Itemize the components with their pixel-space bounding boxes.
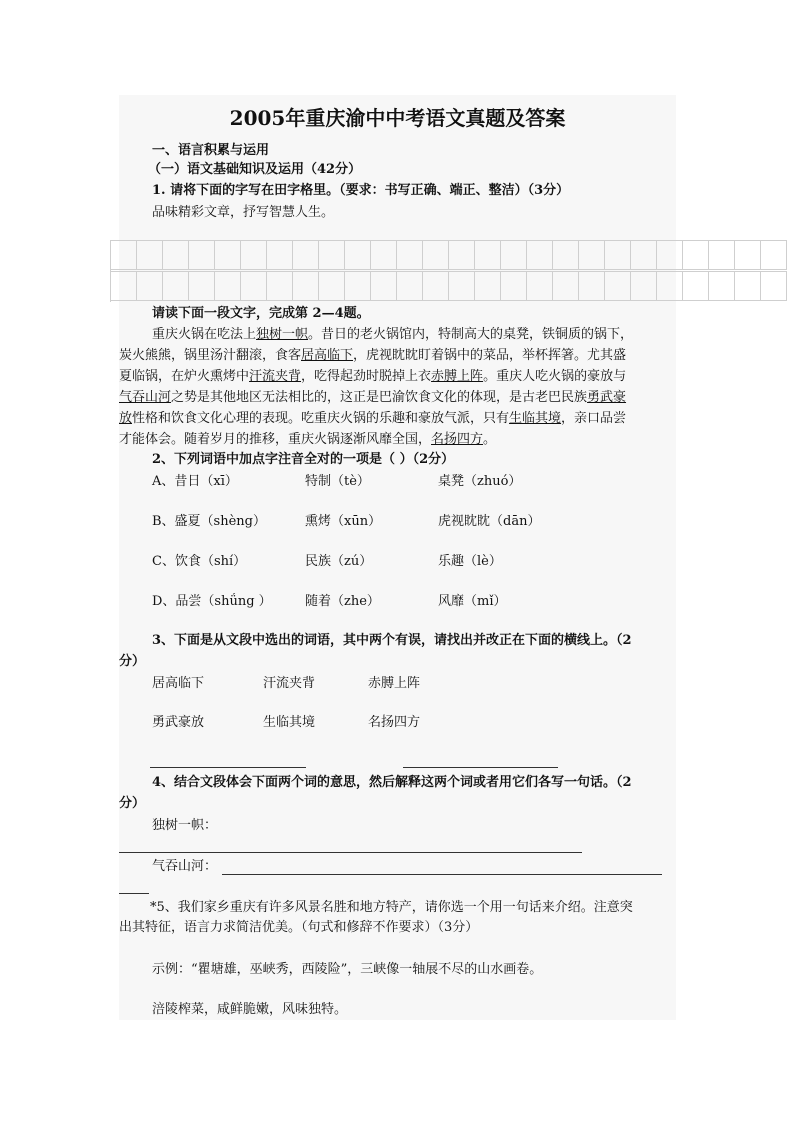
grid-cell[interactable] bbox=[631, 240, 657, 270]
grid-cell[interactable] bbox=[267, 240, 293, 270]
grid-cell[interactable] bbox=[111, 271, 137, 301]
grid-cell[interactable] bbox=[163, 240, 189, 270]
grid-cell[interactable] bbox=[579, 271, 605, 301]
option-c-item: 民族（zú） bbox=[305, 554, 373, 569]
passage-text: 。重庆人吃火锅的豪放与 bbox=[483, 369, 627, 384]
answer-blank-line[interactable] bbox=[150, 767, 306, 768]
question-4-prompt-cont: 分） bbox=[119, 796, 146, 811]
grid-cell[interactable] bbox=[423, 271, 449, 301]
underlined-word: 气吞山河 bbox=[119, 390, 172, 405]
passage-text: ，虎视眈眈盯着锅中的菜品，举杯挥箸。尤其盛 bbox=[353, 348, 627, 363]
grid-cell[interactable] bbox=[709, 240, 735, 270]
passage-text: 才能体会。随着岁月的推移，重庆火锅逐渐风靡全国， bbox=[119, 432, 432, 447]
subsection-heading: （一）语文基础知识及运用（42分） bbox=[148, 162, 362, 177]
question-5-prompt-cont: 出其特征，语言力求简洁优美。（句式和修辞不作要求）（3分） bbox=[119, 920, 479, 935]
section-heading: 一、语言积累与运用 bbox=[152, 143, 270, 158]
option-b-item: 熏烤（xūn） bbox=[305, 514, 382, 529]
passage-text: 性格和饮食文化心理的表现。吃重庆火锅的乐趣和豪放气派，只有 bbox=[132, 411, 510, 426]
grid-row bbox=[111, 271, 794, 301]
passage-intro: 请读下面一段文字，完成第 2—4题。 bbox=[152, 306, 370, 321]
q4-item-2: 气吞山河： bbox=[152, 859, 218, 874]
answer-line[interactable] bbox=[119, 852, 582, 853]
grid-cell[interactable] bbox=[111, 240, 137, 270]
question-1-text: 品味精彩文章，抒写智慧人生。 bbox=[152, 205, 335, 220]
question-4-prompt: 4、结合文段体会下面两个词的意思，然后解释这两个词或者用它们各写一句话。（2 bbox=[152, 775, 632, 790]
grid-cell[interactable] bbox=[163, 271, 189, 301]
example-sentence: 示例：“瞿塘雄，巫峡秀，西陵险”，三峡像一轴展不尽的山水画卷。 bbox=[152, 962, 543, 977]
grid-cell[interactable] bbox=[449, 271, 475, 301]
grid-cell[interactable] bbox=[475, 271, 501, 301]
question-5-prompt: *5、我们家乡重庆有许多风景名胜和地方特产，请你选一个用一句话来介绍。注意突 bbox=[150, 900, 633, 915]
grid-cell[interactable] bbox=[631, 271, 657, 301]
q3-word: 赤膊上阵 bbox=[368, 676, 421, 691]
grid-cell[interactable] bbox=[241, 271, 267, 301]
underlined-word: 汗流夹背 bbox=[249, 369, 302, 384]
q3-word: 名扬四方 bbox=[368, 715, 421, 730]
page-title: 2005年重庆渝中中考语文真题及答案 bbox=[229, 106, 566, 130]
grid-cell[interactable] bbox=[527, 240, 553, 270]
q4-item-1: 独树一帜： bbox=[152, 818, 218, 833]
grid-cell[interactable] bbox=[553, 240, 579, 270]
grid-cell[interactable] bbox=[371, 271, 397, 301]
passage-text: 重庆火锅在吃法上 bbox=[152, 327, 257, 342]
passage-line bbox=[119, 348, 626, 364]
grid-cell[interactable] bbox=[215, 240, 241, 270]
grid-cell[interactable] bbox=[735, 271, 761, 301]
grid-cell[interactable] bbox=[657, 240, 683, 270]
grid-cell[interactable] bbox=[683, 240, 709, 270]
underlined-word: 生临其境 bbox=[509, 411, 562, 426]
passage-line bbox=[119, 369, 626, 385]
passage-text: ，亲口品尝 bbox=[561, 411, 627, 426]
option-d[interactable]: D、品尝（shǘng ） bbox=[152, 594, 272, 609]
grid-cell[interactable] bbox=[267, 271, 293, 301]
q3-word: 汗流夹背 bbox=[263, 676, 316, 691]
option-a[interactable]: A、昔日（xī） bbox=[152, 474, 238, 489]
answer-blank-line[interactable] bbox=[403, 767, 558, 768]
passage-line bbox=[119, 432, 496, 448]
passage-text: 。昔日的老火锅馆内，特制高大的桌凳，铁铜质的锅下， bbox=[308, 327, 634, 342]
passage-line bbox=[152, 327, 633, 343]
grid-cell[interactable] bbox=[501, 240, 527, 270]
grid-cell[interactable] bbox=[397, 240, 423, 270]
grid-cell[interactable] bbox=[423, 240, 449, 270]
underlined-word: 居高临下 bbox=[301, 348, 354, 363]
question-3-prompt: 3、下面是从文段中选出的词语，其中两个有误，请找出并改正在下面的横线上。（2 bbox=[152, 633, 632, 648]
passage-text: 。 bbox=[483, 432, 497, 447]
grid-cell[interactable] bbox=[345, 240, 371, 270]
grid-cell[interactable] bbox=[579, 240, 605, 270]
underlined-word: 勇武豪 bbox=[587, 390, 627, 405]
option-c[interactable]: C、饮食（shí） bbox=[152, 554, 247, 569]
underlined-word: 放 bbox=[119, 411, 133, 426]
answer-line[interactable] bbox=[222, 874, 662, 875]
option-c-item: 乐趣（lè） bbox=[438, 554, 502, 569]
grid-cell[interactable] bbox=[605, 240, 631, 270]
q3-word: 生临其境 bbox=[263, 715, 316, 730]
grid-row bbox=[111, 240, 794, 270]
grid-cell[interactable] bbox=[371, 240, 397, 270]
q3-word: 勇武豪放 bbox=[152, 715, 205, 730]
grid-cell[interactable] bbox=[137, 240, 163, 270]
grid-cell[interactable] bbox=[553, 271, 579, 301]
grid-cell[interactable] bbox=[761, 240, 787, 270]
q3-word: 居高临下 bbox=[152, 676, 205, 691]
passage-line bbox=[119, 411, 626, 427]
grid-cell[interactable] bbox=[241, 240, 267, 270]
grid-cell[interactable] bbox=[761, 271, 787, 301]
grid-cell[interactable] bbox=[293, 271, 319, 301]
passage-line bbox=[119, 390, 626, 406]
answer-line[interactable] bbox=[119, 893, 149, 894]
grid-cell[interactable] bbox=[683, 271, 709, 301]
option-a-item: 桌凳（zhuó） bbox=[438, 474, 522, 489]
grid-cell[interactable] bbox=[449, 240, 475, 270]
passage-text: ，吃得起劲时脱掉上衣 bbox=[301, 369, 432, 384]
grid-cell[interactable] bbox=[319, 271, 345, 301]
option-d-item: 风靡（mǐ） bbox=[438, 594, 507, 609]
grid-cell[interactable] bbox=[345, 271, 371, 301]
grid-cell[interactable] bbox=[735, 240, 761, 270]
grid-cell[interactable] bbox=[319, 240, 345, 270]
underlined-word: 独树一帜 bbox=[256, 327, 309, 342]
grid-cell[interactable] bbox=[657, 271, 683, 301]
grid-cell[interactable] bbox=[397, 271, 423, 301]
option-b-item: 虎视眈眈（dān） bbox=[438, 514, 541, 529]
grid-cell[interactable] bbox=[605, 271, 631, 301]
grid-cell[interactable] bbox=[189, 271, 215, 301]
grid-cell[interactable] bbox=[215, 271, 241, 301]
grid-cell[interactable] bbox=[709, 271, 735, 301]
passage-text: 之势是其他地区无法相比的，这正是巴渝饮食文化的体现，是古老巴民族 bbox=[171, 390, 588, 405]
passage-text: 炭火熊熊，锅里汤汁翻滚，食客 bbox=[119, 348, 302, 363]
grid-cell[interactable] bbox=[501, 271, 527, 301]
writing-grid[interactable] bbox=[110, 240, 794, 302]
answer-sentence: 涪陵榨菜，咸鲜脆嫩，风味独特。 bbox=[152, 1002, 348, 1017]
passage-text: 夏临锅，在炉火熏烤中 bbox=[119, 369, 250, 384]
question-1-prompt: 1. 请将下面的字写在田字格里。（要求：书写正确、端正、整洁）（3分） bbox=[152, 183, 570, 198]
grid-cell[interactable] bbox=[527, 271, 553, 301]
underlined-word: 名扬四方 bbox=[431, 432, 484, 447]
grid-cell[interactable] bbox=[475, 240, 501, 270]
option-b[interactable]: B、盛夏（shèng） bbox=[152, 514, 266, 529]
option-a-item: 特制（tè） bbox=[305, 474, 370, 489]
grid-cell[interactable] bbox=[293, 240, 319, 270]
question-3-prompt-cont: 分） bbox=[119, 654, 146, 669]
underlined-word: 赤膊上阵 bbox=[431, 369, 484, 384]
grid-cell[interactable] bbox=[189, 240, 215, 270]
grid-cell[interactable] bbox=[137, 271, 163, 301]
option-d-item: 随着（zhe） bbox=[305, 594, 380, 609]
question-2-prompt: 2、下列词语中加点字注音全对的一项是（ ）（2分） bbox=[152, 452, 455, 467]
